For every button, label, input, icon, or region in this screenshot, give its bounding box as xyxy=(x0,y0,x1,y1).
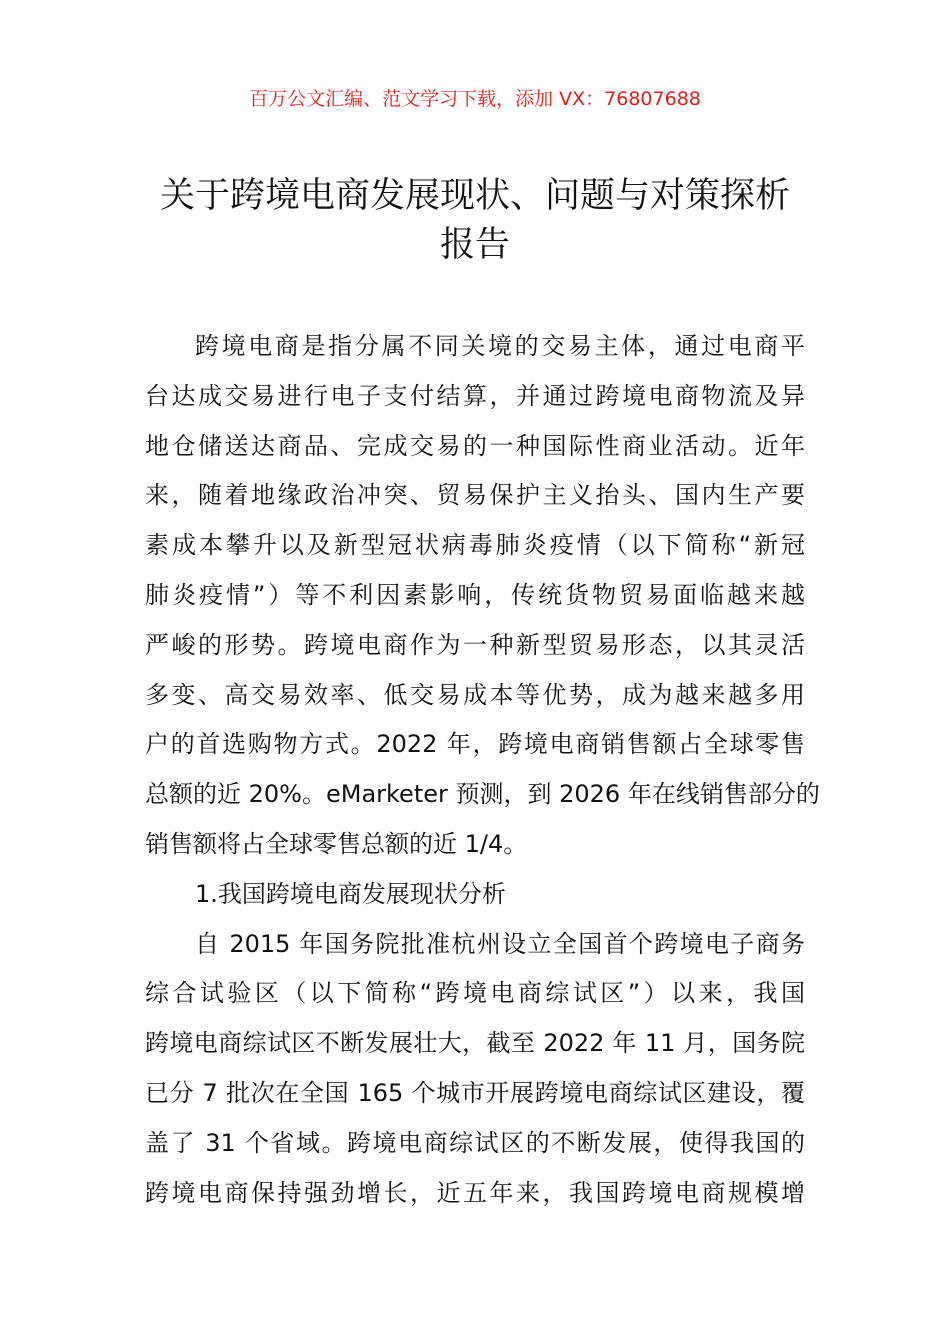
paragraph-line: 自 2015 年国务院批准杭州设立全国首个跨境电子商务 xyxy=(195,929,805,958)
title-line: 关于跨境电商发展现状、问题与对策探析 xyxy=(159,176,790,216)
paragraph-line: 素成本攀升以及新型冠状病毒肺炎疫情（以下简称“新冠 xyxy=(145,531,805,560)
paragraph-line: 户的首选购物方式。2022 年，跨境电商销售额占全球零售 xyxy=(145,730,805,759)
paragraph-line: 销售额将占全球零售总额的近 1/4。 xyxy=(145,829,528,858)
paragraph-line: 总额的近 20%。eMarketer 预测，到 2026 年在线销售部分的 xyxy=(145,780,820,809)
paragraph-line: 来，随着地缘政治冲突、贸易保护主义抬头、国内生产要 xyxy=(145,481,805,510)
paragraph-line: 跨境电商保持强劲增长，近五年来，我国跨境电商规模增 xyxy=(145,1178,805,1207)
paragraph-line: 综合试验区（以下简称“跨境电商综试区”）以来，我国 xyxy=(145,979,805,1008)
document-title xyxy=(145,172,805,270)
section-heading: 1.我国跨境电商发展现状分析 xyxy=(195,879,506,908)
paragraph-line: 肺炎疫情”）等不利因素影响，传统货物贸易面临越来越 xyxy=(145,580,805,609)
watermark-header: 百万公文汇编、范文学习下载，添加 VX：76807688 xyxy=(249,88,701,110)
document-body xyxy=(145,322,820,1218)
paragraph-line: 已分 7 批次在全国 165 个城市开展跨境电商综试区建设，覆 xyxy=(145,1078,805,1107)
paragraph-line: 严峻的形势。跨境电商作为一种新型贸易形态，以其灵活 xyxy=(145,630,805,659)
paragraph-line: 跨境电商综试区不断发展壮大，截至 2022 年 11 月，国务院 xyxy=(145,1029,805,1058)
paragraph-line: 台达成交易进行电子支付结算，并通过跨境电商物流及异 xyxy=(145,381,805,410)
paragraph-line: 盖了 31 个省域。跨境电商综试区的不断发展，使得我国的 xyxy=(145,1128,805,1157)
title-line: 报告 xyxy=(439,225,510,265)
paragraph-line: 多变、高交易效率、低交易成本等优势，成为越来越多用 xyxy=(145,680,805,709)
paragraph-line: 跨境电商是指分属不同关境的交易主体，通过电商平 xyxy=(195,332,805,360)
paragraph-line: 地仓储送达商品、完成交易的一种国际性商业活动。近年 xyxy=(145,431,805,460)
